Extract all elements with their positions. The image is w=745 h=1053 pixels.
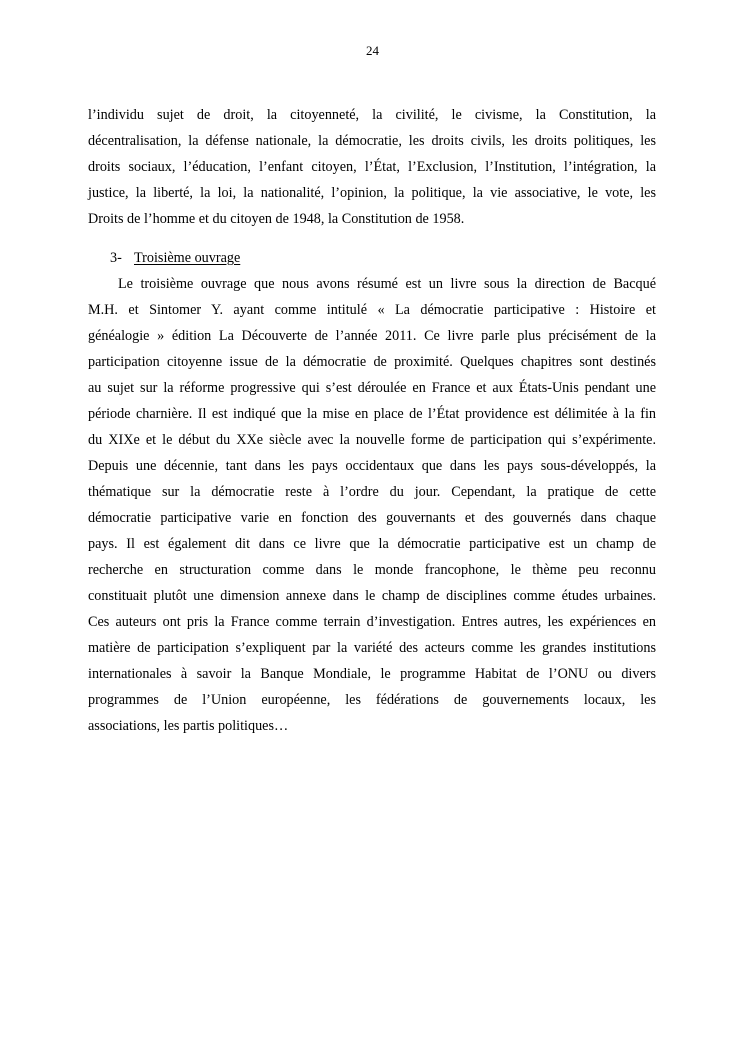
document-body (88, 102, 656, 739)
section-title: Troisième ouvrage (134, 250, 241, 266)
text-line: Le troisième ouvrage que nous avons résumé est un livre sous la direction de Bacqué (118, 276, 656, 292)
page-number: 24 (366, 43, 379, 58)
text-line: au sujet sur la réforme progressive qui s’est déroulée en France et aux États-Unis pendant une (88, 380, 656, 396)
text-line: droits sociaux, l’éducation, l’enfant citoyen, l’État, l’Exclusion, l’Institution, l’intégration, la (88, 159, 656, 175)
paragraph-keywords (88, 102, 656, 232)
text-line: Depuis une décennie, tant dans les pays occidentaux que dans les pays sous-développés, la (88, 458, 656, 474)
text-line: l’individu sujet de droit, la citoyenneté, la civilité, le civisme, la Constitution, la (88, 107, 656, 123)
text-line: recherche en structuration comme dans le monde francophone, le thème peu reconnu (88, 562, 656, 578)
text-line: thématique sur la démocratie reste à l’ordre du jour. Cependant, la pratique de cette (88, 484, 656, 500)
text-line: pays. Il est également dit dans ce livre que la démocratie participative est un champ de (88, 536, 656, 552)
text-line: Ces auteurs ont pris la France comme terrain d’investigation. Entres autres, les expériences en (88, 614, 656, 630)
text-line: généalogie » édition La Découverte de l’année 2011. Ce livre parle plus précisément de la (88, 328, 656, 344)
text-line: participation citoyenne issue de la démocratie de proximité. Quelques chapitres sont destinés (88, 354, 656, 370)
text-line: internationales à savoir la Banque Mondiale, le programme Habitat de l’ONU ou divers (88, 666, 656, 682)
text-line: justice, la liberté, la loi, la nationalité, l’opinion, la politique, la vie associative, le vote, les (88, 185, 656, 201)
text-line: décentralisation, la défense nationale, la démocratie, les droits civils, les droits politiques, les (88, 133, 656, 149)
text-line: constituait plutôt une dimension annexe dans le champ de disciplines comme études urbaines. (88, 588, 656, 604)
text-line: Droits de l’homme et du citoyen de 1948, la Constitution de 1958. (88, 211, 465, 227)
section-number: 3- (110, 250, 122, 266)
text-line: démocratie participative varie en fonction des gouvernants et des gouvernés dans chaque (88, 510, 656, 526)
text-line: période charnière. Il est indiqué que la mise en place de l’État providence est délimitée à la fin (88, 406, 656, 422)
section-heading (88, 245, 656, 271)
paragraph-third-book (88, 271, 656, 739)
text-line: du XIXe et le début du XXe siècle avec la nouvelle forme de participation qui s’expérimente. (88, 432, 656, 448)
text-line: programmes de l’Union européenne, les fédérations de gouvernements locaux, les (88, 692, 656, 708)
text-line: matière de participation s’expliquent par la variété des acteurs comme les grandes institutions (88, 640, 656, 656)
text-line: M.H. et Sintomer Y. ayant comme intitulé « La démocratie participative : Histoire et (88, 302, 656, 318)
text-line: associations, les partis politiques… (88, 718, 289, 734)
